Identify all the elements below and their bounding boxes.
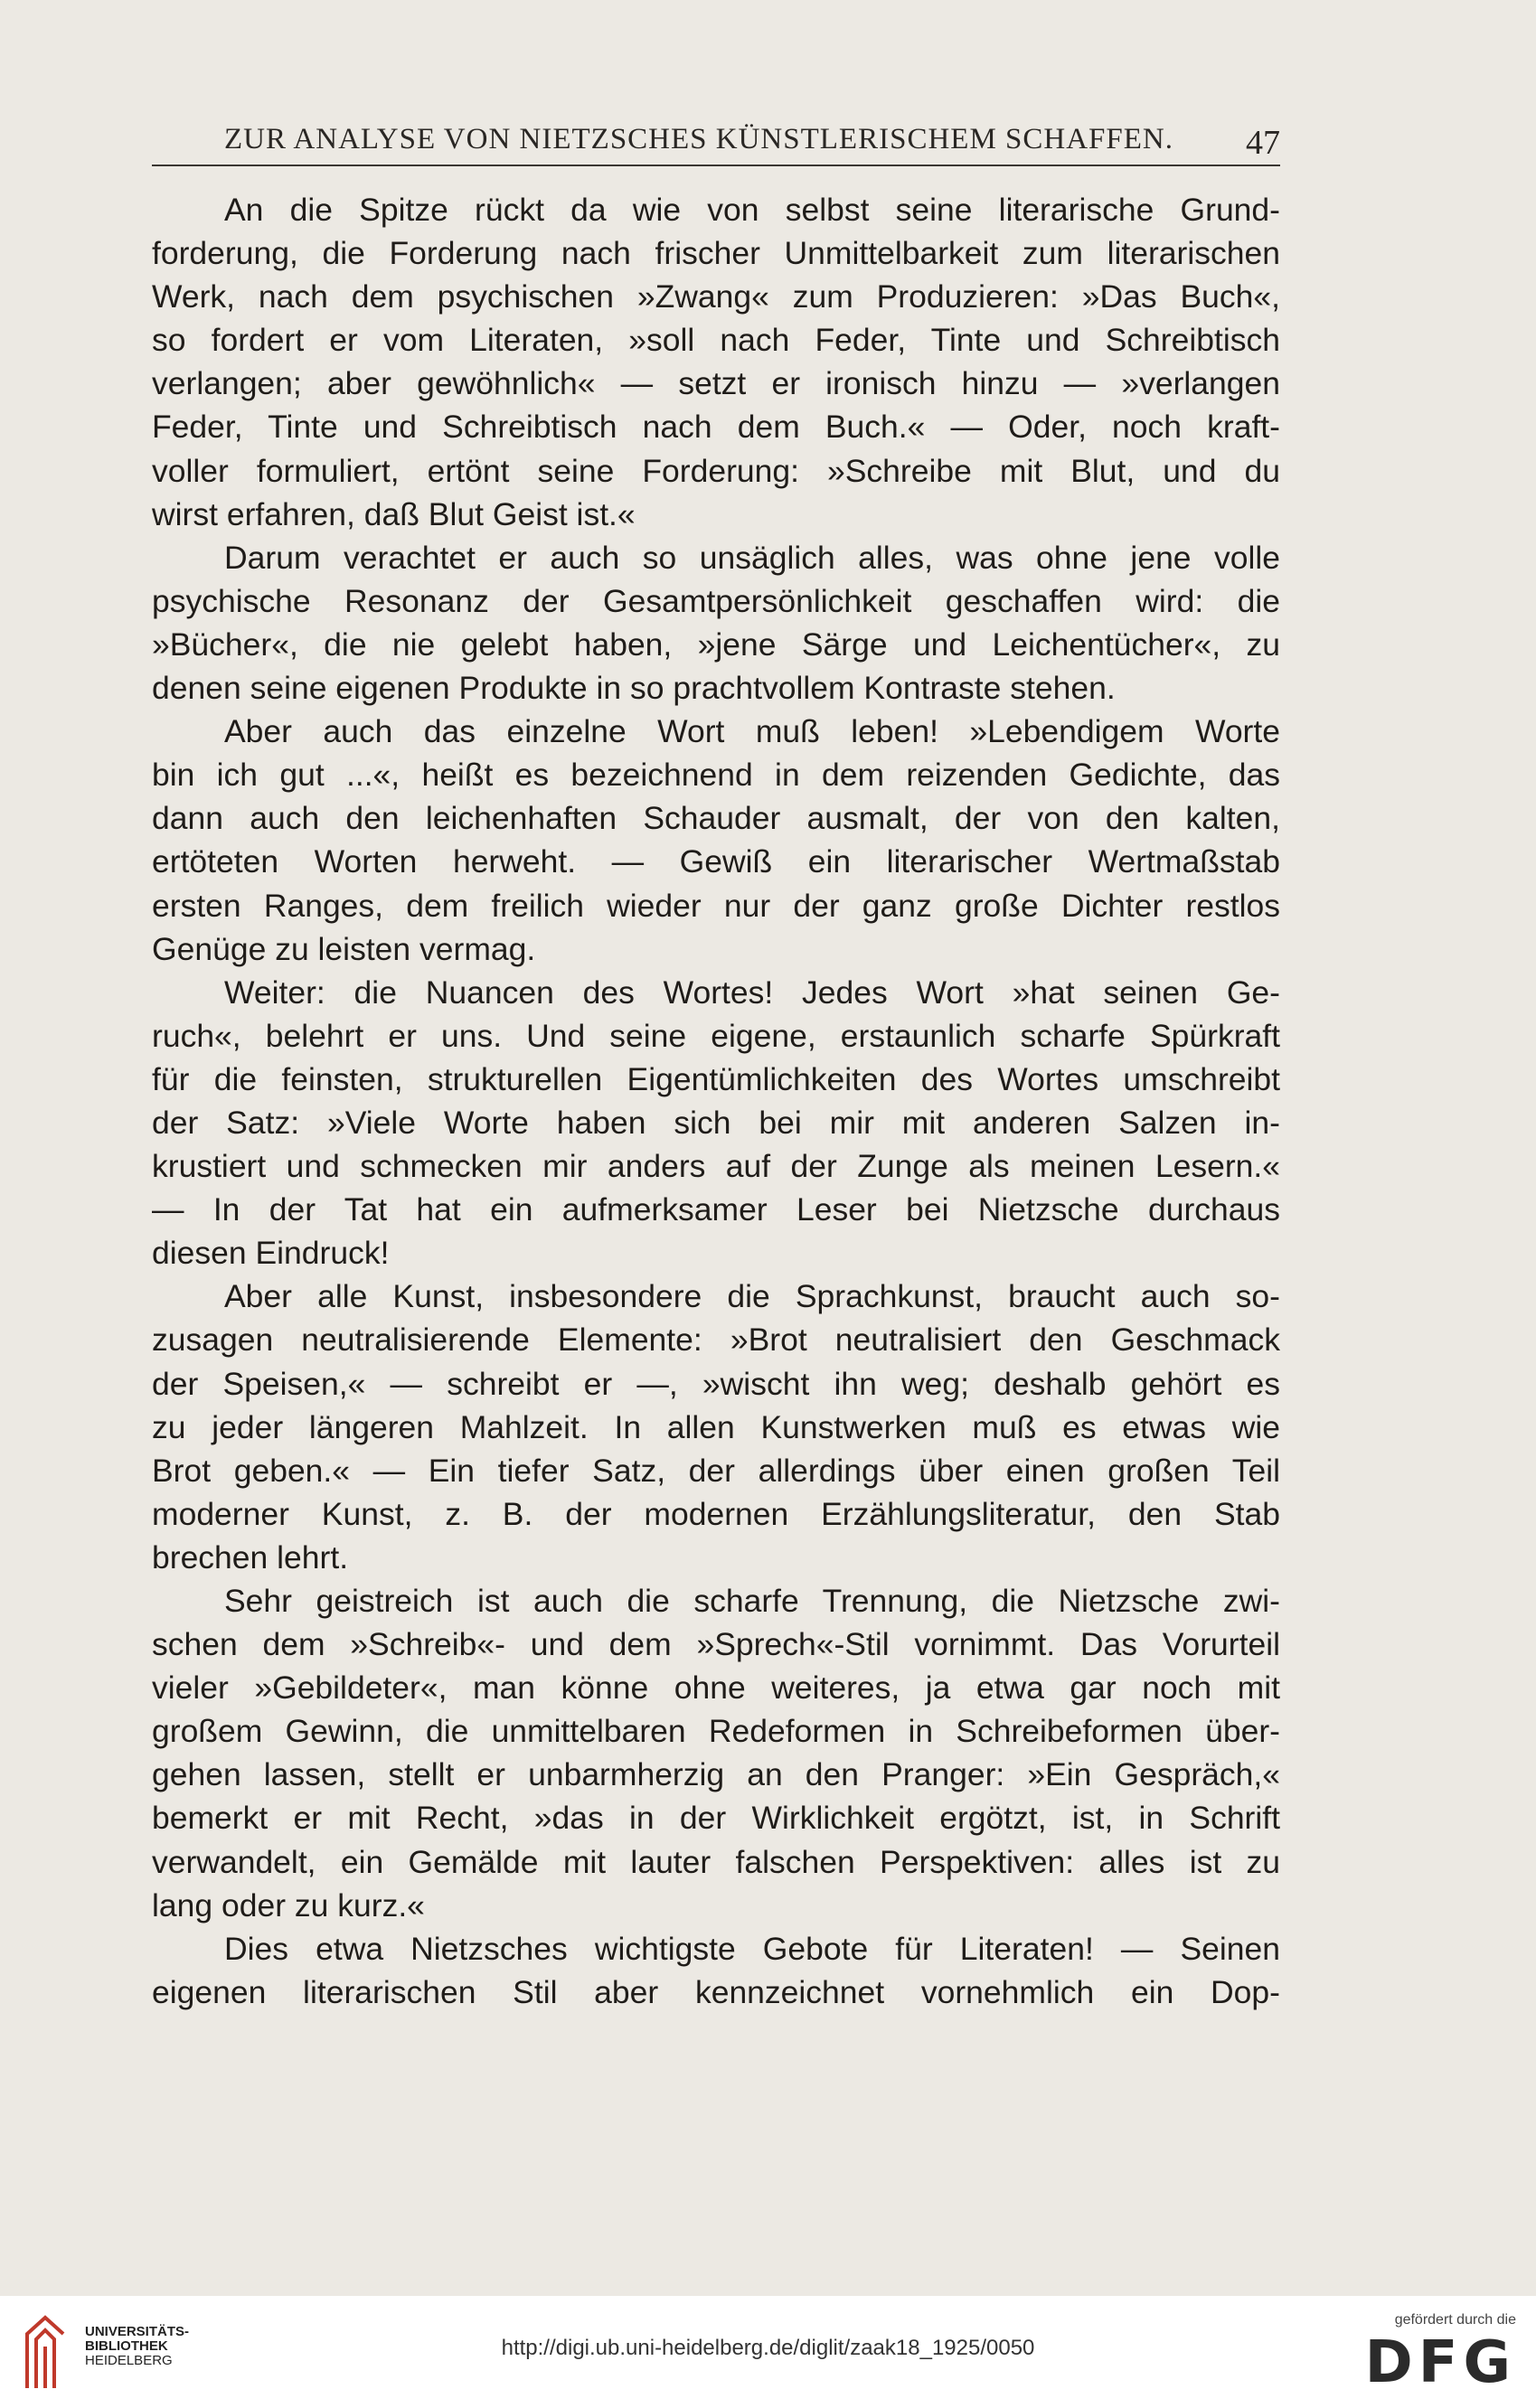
text-line: An die Spitze rückt da wie von selbst seine literarische Grund- (224, 192, 1280, 228)
footer-bar (0, 2296, 1536, 2408)
text-line: Aber auch das einzelne Wort muß leben! »Lebendigem Worte (224, 713, 1280, 750)
permalink-url[interactable]: http://digi.ub.uni-heidelberg.de/diglit/zaak18_1925/0050 (501, 2336, 1035, 2360)
text-line: Brot geben.« — Ein tiefer Satz, der allerdings über einen großen Teil (152, 1452, 1280, 1489)
page-header (152, 119, 1280, 165)
text-line: wirst erfahren, daß Blut Geist ist.« (152, 495, 636, 532)
text-line: Feder, Tinte und Schreibtisch nach dem Buch.« — Oder, noch kraft- (152, 409, 1280, 446)
text-line: moderner Kunst, z. B. der modernen Erzählungsliteratur, den Stab (152, 1495, 1280, 1532)
text-line: Darum verachtet er auch so unsäglich alles, was ohne jene volle (224, 539, 1280, 576)
text-line: voller formuliert, ertönt seine Forderung: »Schreibe mit Blut, und du (152, 452, 1280, 489)
text-line: denen seine eigenen Produkte in so prachtvollem Kontraste stehen. (152, 670, 1116, 707)
text-line: forderung, die Forderung nach frischer Unmittelbarkeit zum literarischen (152, 235, 1280, 272)
text-line: großem Gewinn, die unmittelbaren Redeformen in Schreibeformen über- (152, 1713, 1280, 1750)
text-line: bemerkt er mit Recht, »das in der Wirklichkeit ergötzt, ist, in Schrift (152, 1800, 1280, 1837)
text-line: »Bücher«, die nie gelebt haben, »jene Särge und Leichentücher«, zu (152, 626, 1280, 663)
library-name-line: UNIVERSITÄTS- (85, 2324, 190, 2339)
text-line: diesen Eindruck! (152, 1235, 390, 1272)
text-line: bin ich gut ...«, heißt es bezeichnend in dem reizenden Gedichte, das (152, 757, 1280, 794)
text-line: verlangen; aber gewöhnlich« — setzt er ironisch hinzu — »verlangen (152, 365, 1280, 402)
text-line: eigenen literarischen Stil aber kennzeichnet vornehmlich ein Dop- (152, 1973, 1280, 2010)
text-line: brechen lehrt. (152, 1538, 349, 1576)
text-line: zusagen neutralisierende Elemente: »Brot neutralisiert den Geschmack (152, 1322, 1280, 1359)
text-line: gehen lassen, stellt er unbarmherzig an den Pranger: »Ein Gespräch,« (152, 1756, 1280, 1793)
text-line: zu jeder längeren Mahlzeit. In allen Kunstwerken muß es etwas wie (152, 1408, 1280, 1445)
text-line: für die feinsten, strukturellen Eigentümlichkeiten des Wortes umschreibt (152, 1060, 1280, 1097)
text-line: krustiert und schmecken mir anders auf der Zunge als meinen Lesern.« (152, 1148, 1280, 1185)
funder-note: gefördert durch die (1394, 2312, 1516, 2328)
text-line: verwandelt, ein Gemälde mit lauter falschen Perspektiven: alles ist zu (152, 1843, 1280, 1880)
text-line: Genüge zu leisten vermag. (152, 930, 536, 967)
library-name-line: HEIDELBERG (85, 2353, 173, 2368)
text-line: so fordert er vom Literaten, »soll nach Feder, Tinte und Schreibtisch (152, 322, 1280, 359)
text-line: Weiter: die Nuancen des Wortes! Jedes Wort »hat seinen Ge- (224, 974, 1280, 1011)
text-line: lang oder zu kurz.« (152, 1886, 425, 1924)
text-line: ertöteten Worten herweht. — Gewiß ein literarischer Wertmaßstab (152, 843, 1280, 880)
text-line: — In der Tat hat ein aufmerksamer Leser bei Nietzsche durchaus (152, 1191, 1280, 1228)
text-line: ruch«, belehrt er uns. Und seine eigene, erstaunlich scharfe Spürkraft (152, 1017, 1280, 1054)
text-line: Werk, nach dem psychischen »Zwang« zum Produzieren: »Das Buch«, (152, 278, 1280, 315)
text-line: dann auch den leichenhaften Schauder ausmalt, der von den kalten, (152, 800, 1280, 837)
library-name-line: BIBLIOTHEK (85, 2338, 168, 2354)
text-line: Dies etwa Nietzsches wichtigste Gebote für Literaten! — Seinen (224, 1930, 1280, 1967)
page-number: 47 (1246, 124, 1280, 162)
text-line: der Satz: »Viele Worte haben sich bei mir mit anderen Salzen in- (152, 1104, 1280, 1141)
text-line: ersten Ranges, dem freilich wieder nur der ganz große Dichter restlos (152, 887, 1280, 924)
text-line: der Speisen,« — schreibt er —, »wischt ihn weg; deshalb gehört es (152, 1365, 1280, 1402)
text-line: Sehr geistreich ist auch die scharfe Trennung, die Nietzsche zwi- (224, 1583, 1280, 1619)
funder-block (1353, 2312, 1516, 2396)
text-line: vieler »Gebildeter«, man könne ohne weiteres, ja etwa gar noch mit (152, 1670, 1280, 1707)
text-line: psychische Resonanz der Gesamtpersönlichkeit geschaffen wird: die (152, 582, 1280, 619)
body-text (152, 188, 1280, 2014)
running-title: ZUR ANALYSE VON NIETZSCHES KÜNSTLERISCHEM SCHAFFEN. (224, 123, 1174, 155)
text-line: Aber alle Kunst, insbesondere die Sprachkunst, braucht auch so- (224, 1278, 1280, 1315)
dfg-logo: DFG (1364, 2329, 1516, 2396)
text-line: schen dem »Schreib«- und dem »Sprech«-Stil vornimmt. Das Vorurteil (152, 1626, 1280, 1663)
header-rule (152, 165, 1280, 166)
